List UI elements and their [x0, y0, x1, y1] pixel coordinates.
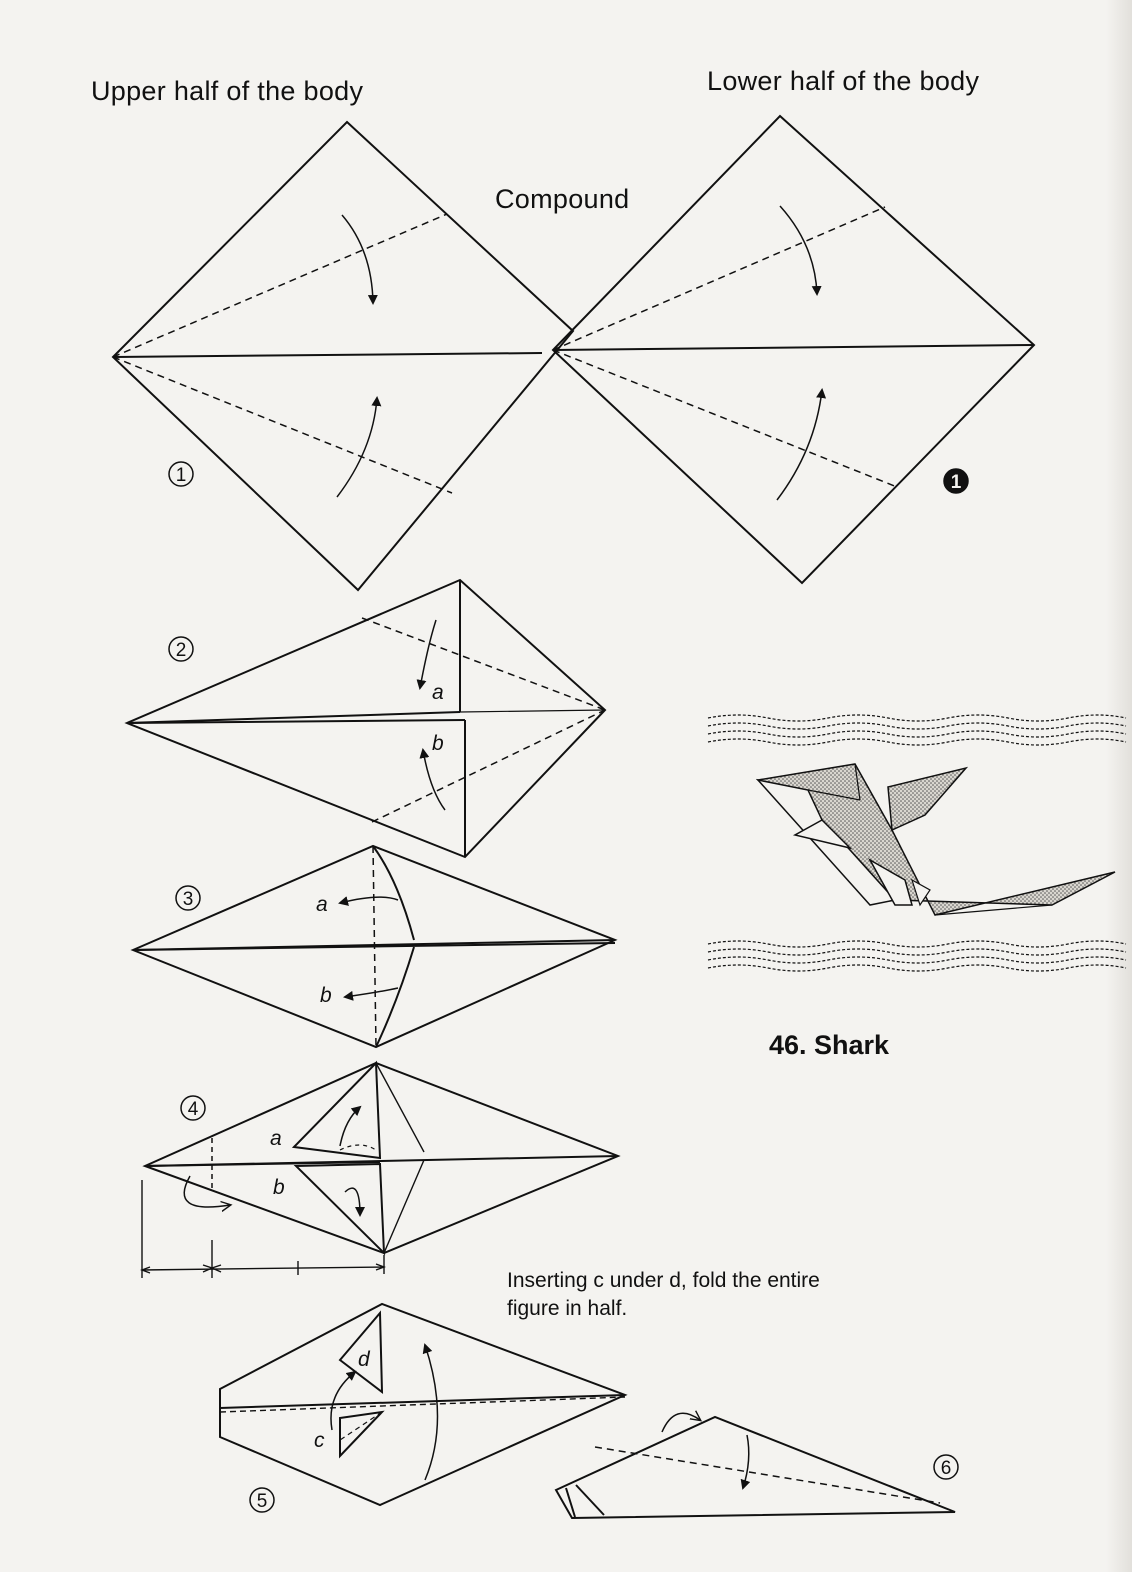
label-a-step-2: a — [432, 681, 444, 704]
heading-lower-half: Lower half of the body — [707, 66, 980, 96]
step-1-upper-square — [113, 122, 573, 590]
label-d-step-5: d — [358, 1348, 370, 1371]
finished-shark-illustration — [708, 715, 1126, 971]
step-5-number: 5 — [256, 1491, 268, 1512]
step-2-number: 2 — [175, 640, 187, 661]
step-5-instruction: Inserting c under d, fold the entire figure in half. — [507, 1269, 820, 1320]
label-a-step-3: a — [316, 893, 328, 916]
step-6-number: 6 — [940, 1458, 952, 1479]
label-b-step-3: b — [320, 984, 332, 1007]
heading-upper-half: Upper half of the body — [91, 76, 364, 106]
step-1-lower-square — [553, 116, 1034, 583]
step-5-figure — [220, 1304, 625, 1505]
heading-compound: Compound — [495, 184, 630, 214]
lower-step-1-number: 1 — [950, 472, 962, 493]
water-waves-bottom — [708, 941, 1126, 971]
step-3-number: 3 — [182, 889, 194, 910]
label-c-step-5: c — [314, 1429, 325, 1452]
step-3-diamond — [133, 846, 615, 1047]
label-b-step-4: b — [273, 1176, 285, 1199]
label-b-step-2: b — [432, 732, 444, 755]
step-1-number: 1 — [175, 465, 187, 486]
model-title: 46. Shark — [769, 1030, 890, 1060]
step-6-folded-figure — [556, 1413, 955, 1518]
step-2-kite — [127, 580, 605, 857]
water-waves-top — [708, 715, 1126, 745]
step-4-diamond — [142, 1063, 618, 1278]
step-4-number: 4 — [187, 1099, 199, 1120]
label-a-step-4: a — [270, 1127, 282, 1150]
